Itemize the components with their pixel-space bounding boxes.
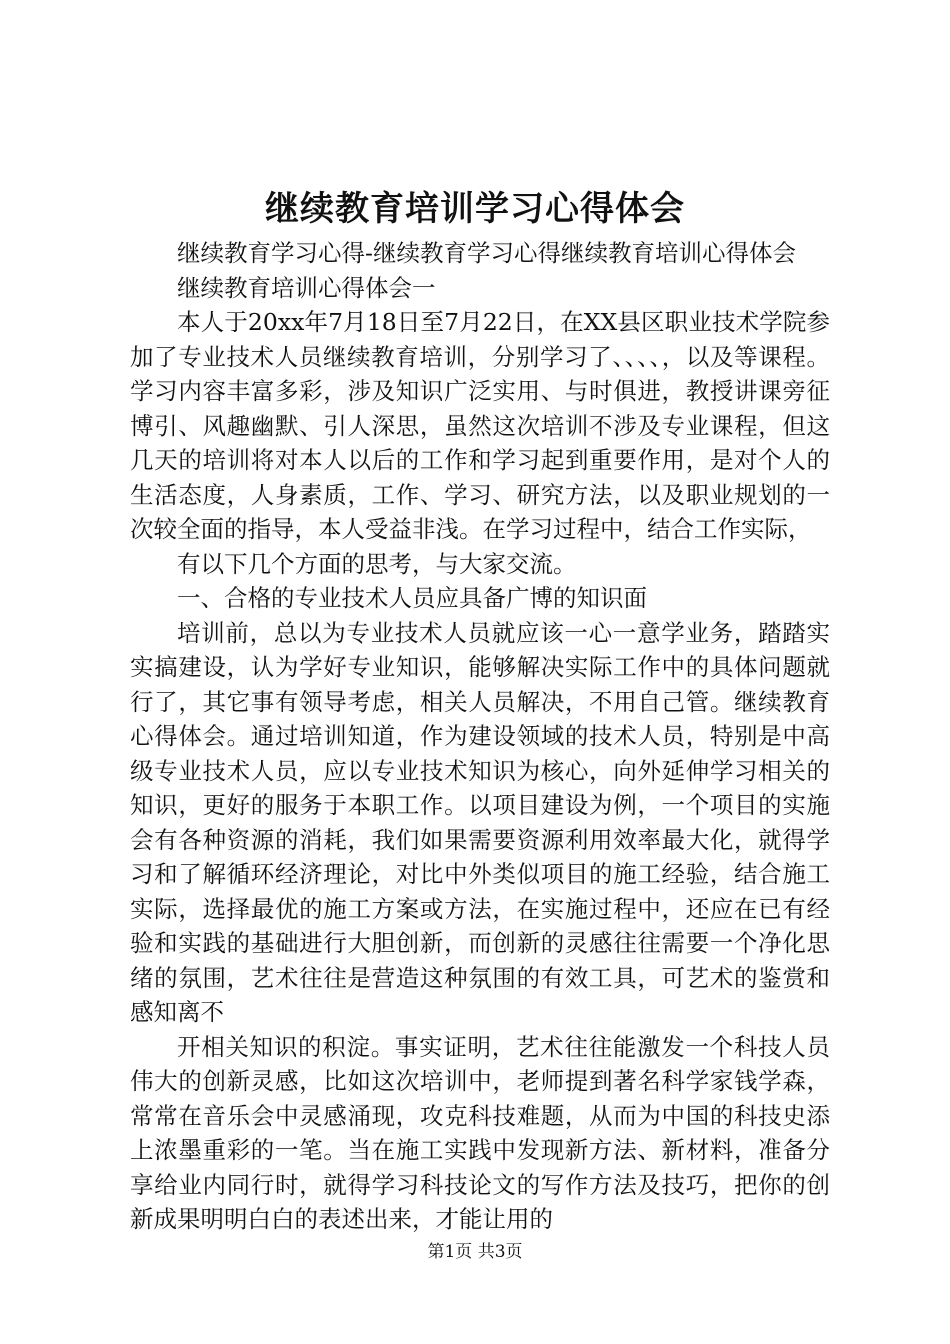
paragraph-section-heading: 继续教育培训心得体会一: [177, 273, 436, 302]
paragraph-point-one-heading: 一、合格的专业技术人员应具备广博的知识面: [177, 584, 647, 612]
page-footer: 第1页 共3页: [427, 1242, 523, 1262]
paragraph-knowledge: 开相关知识的积淀。事实证明，艺术往往能激发一个科技人员伟大的创新灵感，比如这次培训中，老师提到著名科学家钱学森，常常在音乐会中灵感涌现，攻克科技难题，从而为中国的科技史添上浓墨重彩的一笔。当在施工实践中发现新方法、新材料，准备分享给业内同行时，就得学习科技论文的写作方法及技巧，把你的创新成果明明白白的表述出来，才能让用的: [130, 1032, 830, 1233]
document-title: 继续教育培训学习心得体会: [265, 189, 685, 229]
paragraph-training: 培训前，总以为专业技术人员就应该一心一意学业务，踏踏实实搞建设，认为学好专业知识，能够解决实际工作中的具体问题就行了，其它事有领导考虑，相关人员解决，不用自己管。继续教育心得体会。通过培训知道，作为建设领域的技术人员，特别是中高级专业技术人员，应以专业技术知识为核心，向外延伸学习相关的知识，更好的服务于本职工作。以项目建设为例，一个项目的实施会有各种资源的消耗，我们如果需要资源利用效率最大化，就得学习和了解循环经济理论，对比中外类似项目的施工经验，结合施工实际，选择最优的施工方案或方法，在实施过程中，还应在已有经验和实践的基础进行大胆创新，而创新的灵感往往需要一个净化思绪的氛围，艺术往往是营造这种氛围的有效工具，可艺术的鉴赏和感知离不: [130, 618, 830, 1026]
document-body: [130, 236, 830, 1237]
paragraph-thoughts: 有以下几个方面的思考，与大家交流。: [177, 549, 577, 578]
paragraph-intro: 本人于20xx年7月18日至7月22日，在XX县区职业技术学院参加了专业技术人员继续教育培训，分别学习了、、、、，以及等课程。学习内容丰富多彩，涉及知识广泛实用、与时俱进，教授讲课旁征博引、风趣幽默、引人深思，虽然这次培训不涉及专业课程，但这几天的培训将对本人以后的工作和学习起到重要作用，是对个人的生活态度，人身素质，工作、学习、研究方法，以及职业规划的一次较全面的指导，本人受益非浅。在学习过程中，结合工作实际，: [130, 308, 830, 543]
paragraph-subtitle: 继续教育学习心得-继续教育学习心得继续教育培训心得体会: [177, 239, 796, 267]
